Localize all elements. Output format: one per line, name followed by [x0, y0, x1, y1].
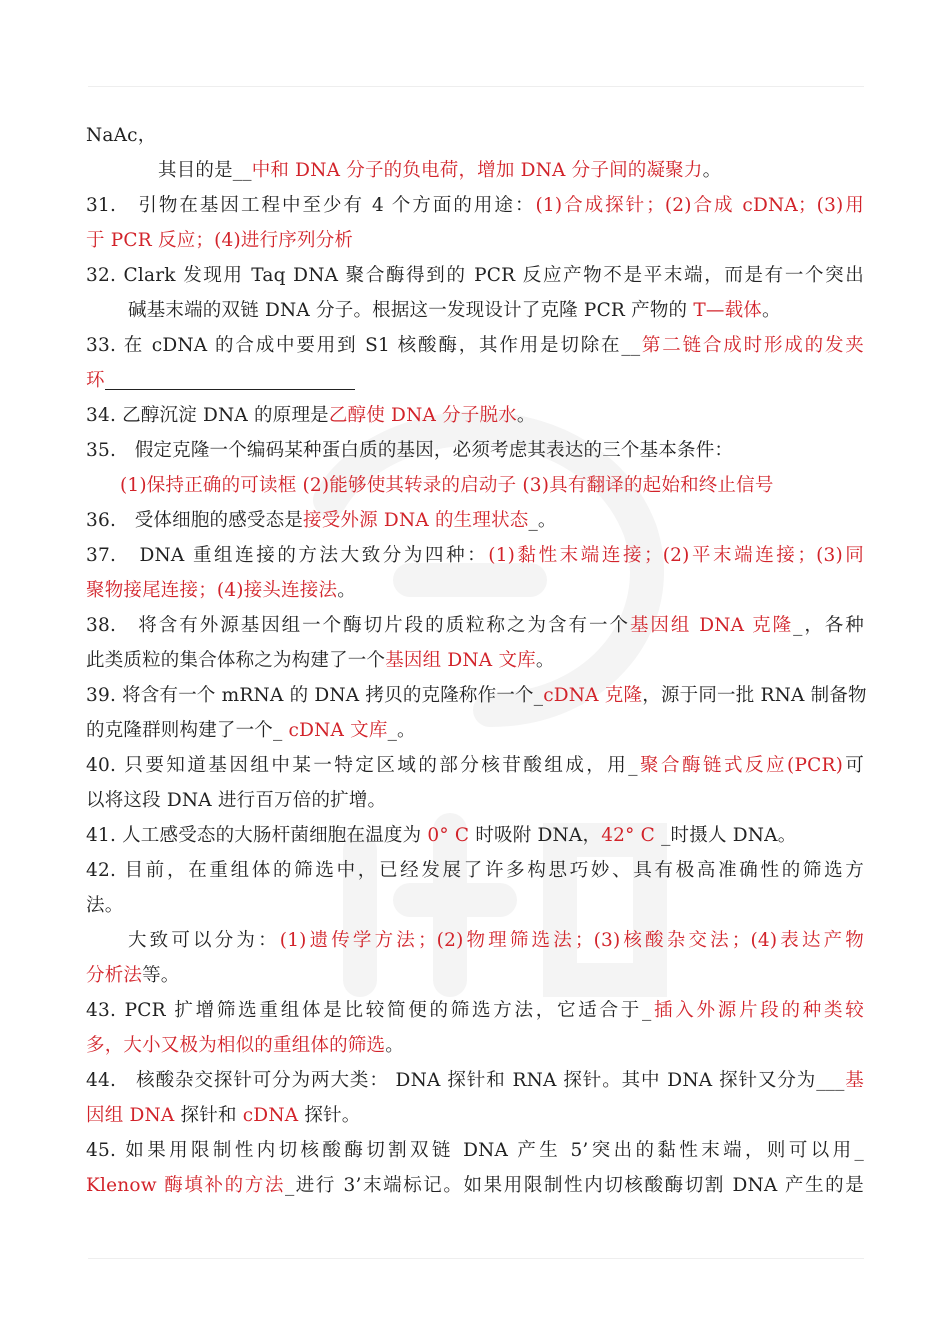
document-body [86, 118, 867, 1203]
text-line [86, 153, 864, 188]
text-line [86, 818, 864, 853]
text-line [86, 923, 864, 958]
answer-text: 因组 DNA [86, 1105, 175, 1126]
text-line [86, 853, 864, 888]
text-line [86, 293, 864, 328]
answer-text: Klenow 酶填补的方法 [86, 1175, 285, 1196]
text-line [86, 258, 864, 293]
footer-rule [88, 1258, 864, 1259]
question-text: 43. PCR 扩增筛选重组体是比较简便的筛选方法，它适合于_ [86, 1000, 652, 1021]
question-text: 。 [702, 160, 722, 181]
question-text: 时吸附 DNA， [469, 825, 602, 846]
answer-text: 基 [844, 1070, 865, 1091]
question-text: 大致可以分为： [128, 930, 280, 951]
question-text: _，各种 [793, 615, 864, 636]
question-text: 34. 乙醇沉淀 DNA 的原理是 [86, 405, 329, 426]
header-rule [88, 86, 864, 87]
text-line [86, 643, 864, 678]
text-line [86, 1133, 864, 1168]
answer-text: 聚合酶链式反应(PCR) [637, 755, 844, 776]
question-text: _进行 3’末端标记。如果用限制性内切核酸酶切割 DNA 产生的是 [284, 1175, 864, 1196]
answer-text: 42° C [601, 825, 656, 846]
text-line [86, 993, 864, 1028]
question-text: ，源于同一批 RNA 制备物 [642, 685, 867, 706]
question-text: 33. 在 cDNA 的合成中要用到 S1 核酸酶，其作用是切除在__ [86, 335, 641, 356]
text-line [86, 888, 864, 923]
answer-text: cDNA 文库 [288, 720, 388, 741]
question-text: 等。 [142, 965, 180, 986]
answer-text: (1)合成探针；(2)合成 cDNA；(3)用 [535, 195, 864, 216]
question-text: 法。 [86, 895, 124, 916]
answer-text: 接受外源 DNA 的生理状态 [303, 510, 529, 531]
answer-text: cDNA [242, 1105, 299, 1126]
question-text: NaAc， [86, 125, 157, 146]
question-text: 。 [385, 1035, 404, 1056]
answer-text: cDNA 克隆 [543, 685, 643, 706]
question-text: 45. 如果用限制性内切核酸酶切割双链 DNA 产生 5’突出的黏性末端，则可以用_ [86, 1140, 864, 1161]
text-line [86, 713, 864, 748]
answer-text: T—载体 [693, 300, 762, 321]
text-line [86, 608, 864, 643]
question-text: 40. 只要知道基因组中某一特定区域的部分核苷酸组成，用_ [86, 755, 638, 776]
question-text: 。 [761, 300, 781, 321]
question-text: 39. 将含有一个 mRNA 的 DNA 拷贝的克隆称作一个_ [86, 685, 544, 706]
question-text: 。 [535, 650, 555, 671]
question-text: 31. 引物在基因工程中至少有 4 个方面的用途： [86, 195, 536, 216]
text-line [86, 363, 864, 398]
text-line [86, 223, 864, 258]
blank-underline [105, 365, 355, 390]
question-text: 以将这段 DNA 进行百万倍的扩增。 [86, 790, 387, 811]
answer-text: 乙醇使 DNA 分子脱水 [328, 405, 517, 426]
question-text: 的克隆群则构建了一个_ [86, 720, 289, 741]
answer-text: 第二链合成时形成的发夹 [640, 335, 865, 356]
question-text: 35. 假定克隆一个编码某种蛋白质的基因，必须考虑其表达的三个基本条件： [86, 440, 734, 461]
question-text: 42. 目前，在重组体的筛选中，已经发展了许多构思巧妙、具有极高准确性的筛选方 [86, 860, 864, 881]
answer-text: 插入外源片段的种类较 [651, 1000, 864, 1021]
text-line [86, 1098, 864, 1133]
text-line [86, 328, 864, 363]
answer-text: 基因组 DNA 文库 [385, 650, 536, 671]
question-text: 探针和 [174, 1105, 243, 1126]
text-line [86, 958, 864, 993]
answer-text: 分析法 [86, 965, 143, 986]
text-line [86, 748, 864, 783]
text-line [86, 573, 864, 608]
question-text: 36. 受体细胞的感受态是 [86, 510, 304, 531]
question-text: 37. DNA 重组连接的方法大致分为四种： [86, 545, 489, 566]
answer-text: 基因组 DNA 克隆 [629, 615, 794, 636]
text-line [86, 433, 864, 468]
text-line [86, 398, 864, 433]
answer-text: 环 [86, 370, 105, 391]
question-text: 碱基末端的双链 DNA 分子。根据这一发现设计了克隆 PCR 产物的 [128, 300, 694, 321]
text-line [86, 1028, 864, 1063]
question-text: 此类质粒的集合体称之为构建了一个 [86, 650, 386, 671]
question-text: 。 [337, 580, 356, 601]
question-text: _时摄人 DNA。 [655, 825, 797, 846]
question-text: 41. 人工感受态的大肠杆菌细胞在温度为 [86, 825, 428, 846]
text-line [86, 503, 864, 538]
question-text: 32. Clark 发现用 Taq DNA 聚合酶得到的 PCR 反应产物不是平末端，而是有一个突出 [86, 265, 864, 286]
question-text: 探针。 [298, 1105, 361, 1126]
text-line [86, 468, 864, 503]
text-line [86, 188, 864, 223]
answer-text: 聚物接尾连接；(4)接头连接法 [86, 580, 338, 601]
text-line [86, 538, 864, 573]
question-text: _。 [528, 510, 557, 531]
question-text: 44. 核酸杂交探针可分为两大类： DNA 探针和 RNA 探针。其中 DNA 探针又分为___ [86, 1070, 845, 1091]
text-line [86, 678, 867, 713]
text-line [86, 1168, 864, 1203]
question-text: 。 [516, 405, 536, 426]
question-text: 38. 将含有外源基因组一个酶切片段的质粒称之为含有一个 [86, 615, 630, 636]
question-text: 其目的是__ [158, 160, 252, 181]
question-text: 可 [843, 755, 865, 776]
answer-text: 于 PCR 反应；(4)进行序列分析 [86, 230, 354, 251]
text-line [86, 118, 864, 153]
answer-text: 多，大小又极为相似的重组体的筛选 [86, 1035, 386, 1056]
text-line [86, 1063, 864, 1098]
answer-text: (1)保持正确的可读框 (2)能够使其转录的启动子 (3)具有翻译的起始和终止信号 [120, 475, 774, 496]
answer-text: 中和 DNA 分子的负电荷，增加 DNA 分子间的凝聚力 [251, 160, 703, 181]
answer-text: (1)黏性末端连接；(2)平末端连接；(3)同 [488, 545, 865, 566]
answer-text: (1)遗传学方法；(2)物理筛选法；(3)核酸杂交法；(4)表达产物 [279, 930, 865, 951]
text-line [86, 783, 864, 818]
answer-text: 0° C [427, 825, 470, 846]
question-text: _。 [387, 720, 416, 741]
